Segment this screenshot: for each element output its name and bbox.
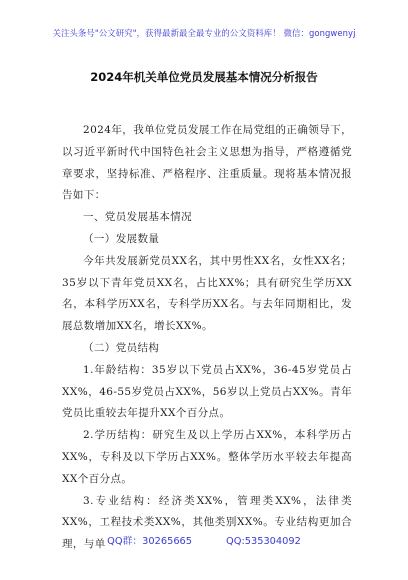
subsection-heading-1: （一）发展数量 [83, 232, 160, 245]
education-structure-paragraph: 2.学历结构：研究生及以上学历占XX%，本科学历占XX%，专科及以下学历占XX%。整体学历水平较去年提高XX个百分点。 [62, 429, 352, 485]
document-title: 2024年机关单位党员发展基本情况分析报告 [90, 70, 318, 84]
age-structure-paragraph: 1.年龄结构：35岁以下党员占XX%，36-45岁党员占XX%，46-55岁党员占XX%，56岁以上党员占XX%。青年党员比重较去年提升XX个百分点。 [62, 363, 352, 420]
intro-paragraph: 2024年，我单位党员发展工作在局党组的正确领导下，以习近平新时代中国特色社会主义思想为指导，严格遵循党章要求，坚持标准、严格程序、注重质量。现将基本情况报告如下： [62, 124, 352, 202]
document-body [62, 120, 352, 556]
section-heading-1: 一、党员发展基本情况 [83, 211, 192, 224]
quantity-paragraph: 今年共发展新党员XX名，其中男性XX名，女性XX名；35岁以下青年党员XX名，占比XX%；具有研究生学历XX名，本科学历XX名，专科学历XX名。与去年同期相比，发展总数增加XX名，增长XX%。 [62, 254, 352, 333]
footer-qq-number: QQ:535304092 [226, 536, 301, 547]
footer-contact [0, 533, 408, 547]
subsection-heading-2: （二）党员结构 [83, 341, 160, 354]
major-structure-paragraph: 3.专业结构：经济类XX%，管理类XX%，法律类XX%，工程技术类XX%，其他类别XX%。专业结构更加合理，与单 [62, 494, 352, 551]
footer-qq-group: QQ群：30265665 [107, 536, 193, 547]
header-promo-note: 关注头条号"公文研究"，获得最新最全最专业的公文资料库！ 微信：gongwenyj [52, 28, 356, 38]
